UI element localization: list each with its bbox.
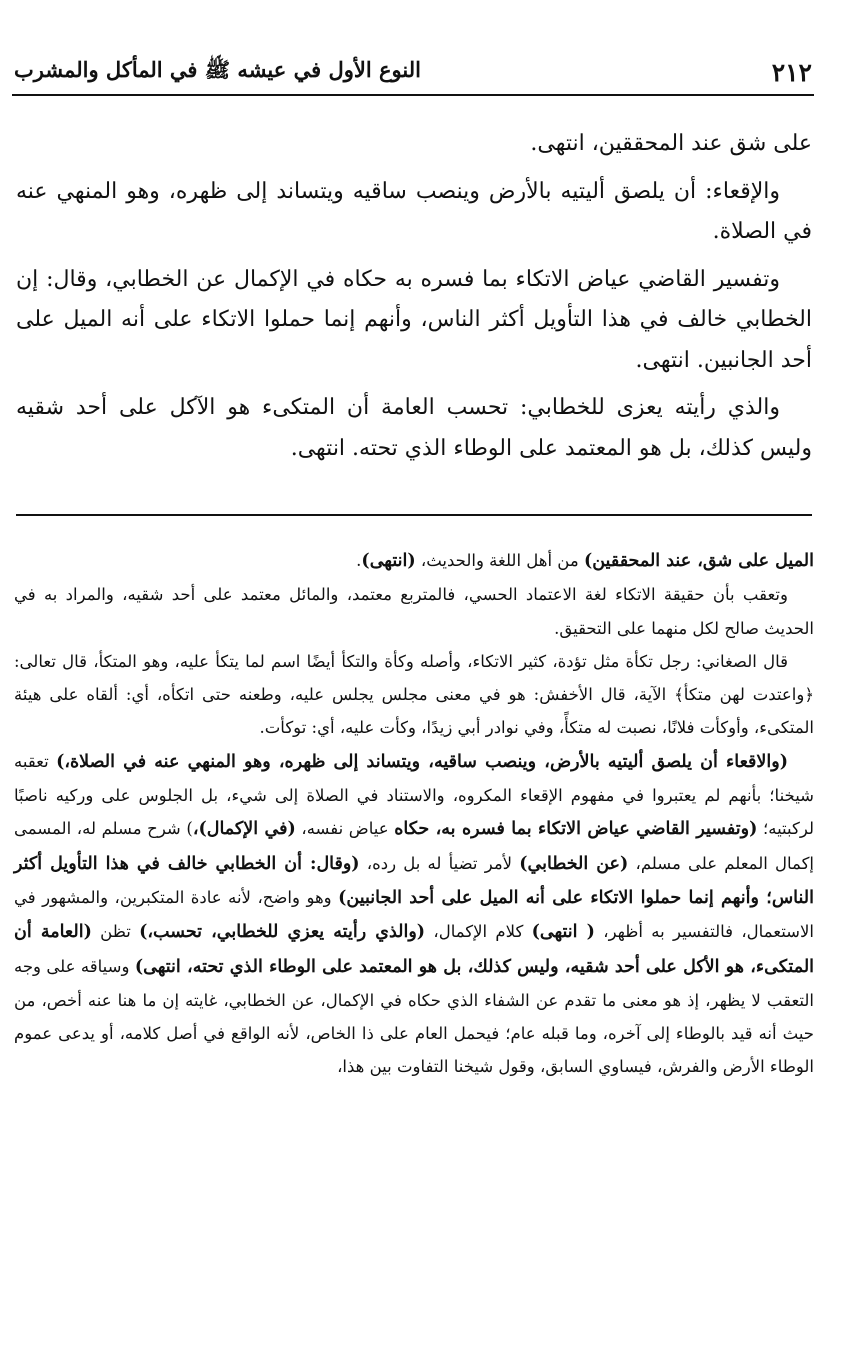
main-text	[16, 124, 812, 476]
main-paragraph: والذي رأيته يعزى للخطابي: تحسب العامة أن المتكىء هو الآكل على أحد شقيه وليس كذلك، بل هو المعتمد على الوطاء الذي تحته. انتهى.	[16, 395, 812, 461]
quoted-text: (وقال: أن الخطابي خالف في هذا التأويل أكثر الناس؛ وأنهم إنما حملوا الاتكاء على أنه الميل على أحد الجانبين)	[14, 853, 814, 908]
commentary-text-run: تعقبه شيخنا؛ بأنهم لم يعتبروا في مفهوم الإقعاء المكروه، والاستناد في الصلاة إلى شيء، بل الجلوس على وركيه ناصبًا لركبتيه؛	[14, 751, 814, 839]
quoted-text: (وتفسير القاضي عياض الاتكاء بما فسره به، حكاه	[394, 819, 758, 840]
quoted-text: (انتهى)	[361, 551, 416, 571]
commentary-text-run: ) شرح مسلم له، المسمى إكمال المعلم على مسلم،	[14, 819, 815, 873]
commentary-text-run: .	[356, 551, 362, 570]
main-paragraph: وتفسير القاضي عياض الاتكاء بما فسره به حكاه في الإكمال عن الخطابي، وقال: إن الخطابي خالف في هذا التأويل أكثر الناس، وأنهم إنما حملوا الاتكاء على أنه الميل على أحد الجانبين. انتهى.	[16, 266, 812, 373]
commentary-paragraph	[14, 745, 814, 1084]
chapter-title: النوع الأول في عيشه ﷺ في المأكل والمشرب	[14, 56, 421, 82]
running-header	[14, 52, 814, 92]
main-paragraph: والإقعاء: أن يلصق أليتيه بالأرض وينصب ساقيه ويتساند إلى ظهره، وهو المنهي عنه في الصلاة.	[16, 178, 812, 244]
main-paragraph: على شق عند المحققين، انتهى.	[530, 131, 812, 156]
commentary-text-run: وهو واضح، لأنه عادة المتكبرين، والمشهور في الاستعمال، فالتفسير به أظهر،	[14, 887, 814, 942]
quoted-text: (والذي رأيته يعزي للخطابي، تحسب،)	[139, 922, 426, 943]
quoted-text: (العامة أن المتكىء، هو الأكل على أحد شقيه، وليس كذلك، بل هو المعتمد على الوطاء الذي تحته، انتهى)	[14, 922, 815, 977]
quoted-text: (في الإكمال)،	[192, 819, 296, 840]
commentary-text-run: لأمر تضيأ له بل رده،	[359, 853, 520, 873]
quoted-text: الميل على شق، عند المحققين)	[583, 551, 814, 571]
commentary-paragraph	[14, 544, 814, 578]
quoted-text: ( انتهى)	[531, 922, 595, 943]
commentary-text-run: كلام الإكمال،	[425, 922, 532, 942]
quoted-text: (والاقعاء أن يلصق أليتيه بالأرض، وينصب ساقيه، ويتساند إلى ظهره، وهو المنهي عنه في الصلاة،)	[56, 751, 788, 772]
commentary-paragraph: قال الصغاني: رجل تكأة مثل تؤدة، كثير الاتكاء، وأصله وكأة والتكأ أيضًا اسم لما يتكأ عليه، وهو المتكأ، قال تعالى: ﴿واعتدت لهن متكأ﴾ الآية، قال الأخفش: هو في معنى مجلس يجلس عليه، وطعنه حتى اتكأه، أي: ألقاه على هيئة المتكىء، وأوكأت فلانًا، نصبت له متكأً، وفي نوادر أبي زيدًا، وكأت عليه، أي: توكأت.	[14, 651, 814, 738]
commentary-text-run: من أهل اللغة والحديث،	[415, 551, 584, 570]
commentary-text-run: عياض نفسه،	[295, 819, 395, 839]
commentary-text	[14, 544, 814, 1084]
header-rule	[12, 94, 814, 96]
commentary-text-run: تظن	[91, 922, 140, 942]
commentary-text-run: وسياقه على وجه التعقب لا يظهر، إذ هو معنى ما تقدم عن الشفاء الذي حكاه في الإكمال، عن الخطابي، غايته إن ما هنا عنه أخص، من حيث أنه قيد بالوطاء إلى آخره، وما قبله عام؛ فيحمل العام على ذا الخاص، لأنه الواقع في أصل كلامه، أو يدعى عموم الوطاء الأرض والفرش، فيساوي السابق، وقول شيخنا التفاوت بين هذا،	[14, 956, 814, 1077]
quoted-text: (عن الخطابي)	[519, 853, 629, 874]
footnote-divider	[16, 514, 812, 516]
page-number: ٢١٢	[771, 57, 812, 87]
commentary-paragraph: وتعقب بأن حقيقة الاتكاء لغة الاعتماد الحسي، فالمتربع معتمد، والمائل معتمد على أحد شقيه، والمراد به في الحديث صالح لكل منهما على التحقيق.	[14, 585, 814, 638]
